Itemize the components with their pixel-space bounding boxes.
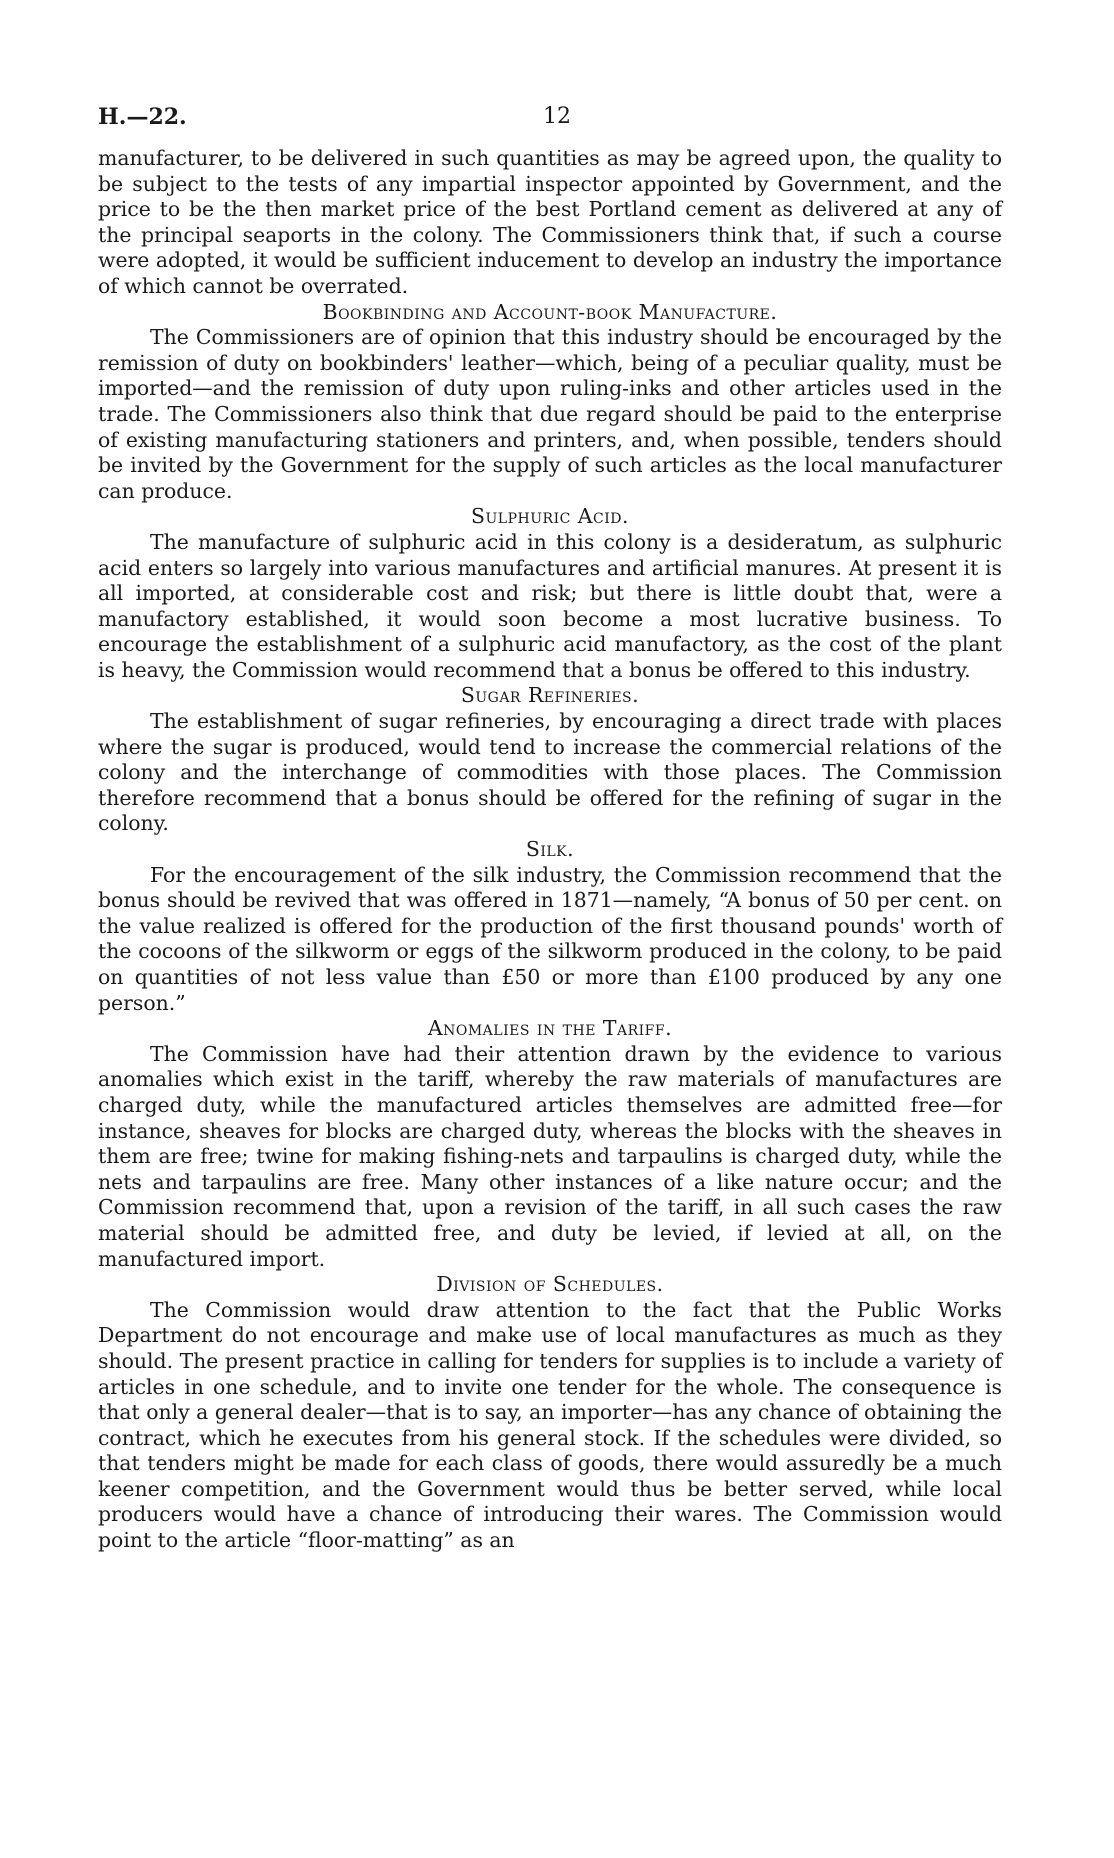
section-heading-tariff-anomalies: Anomalies in the Tariff. [427,1016,673,1041]
paragraph-division-of-schedules: The Commission would draw attention to the fact that the Public Works Department do not encourage and make use of local manufactures as much as they should. The present practice in calling for tenders for supplies is to include a variety of articles in one schedule, and to invite one tender for the whole. The consequence is that only a general dealer—that is to say, an importer—has any chance of obtaining the contract, which he executes from his general stock. If the schedules were divided, so that tenders might be made for each class of goods, there would assuredly be a much keener competition, and the Government would thus be better served, while local producers would have a chance of introducing their wares. The Commission would point to the article “floor-matting” as an [98,1297,1002,1553]
page-header [98,104,1016,134]
document-reference: H.—22. [98,104,187,130]
section-heading-sugar-refineries: Sugar Refineries. [460,683,640,708]
section-heading-sulphuric-acid: Sulphuric Acid. [471,504,629,529]
page-body [98,146,1002,1554]
paragraph-tariff-anomalies: The Commission have had their attention drawn by the evidence to various anomalies which exist in the tariff, whereby the raw materials of manufactures are charged duty, while the manufactured articles themselves are admitted free—for instance, sheaves for blocks are charged duty, whereas the blocks with the sheaves in them are free; twine for making fishing-nets and tarpaulins is charged duty, while the nets and tarpaulins are free. Many other instances of a like nature occur; and the Commission recommend that, upon a revision of the tariff, in all such cases the raw material should be admitted free, and duty be levied, if levied at all, on the manufactured import. [98,1041,1002,1271]
section-heading-silk: Silk. [525,837,575,862]
paragraph-bookbinding: The Commissioners are of opinion that this industry should be encouraged by the remission of duty on bookbinders' leather—which, being of a peculiar quality, must be imported—and the remission of duty upon ruling-inks and other articles used in the trade. The Commissioners also think that due regard should be paid to the enterprise of existing manufacturing stationers and printers, and, when possible, tenders should be invited by the Government for the supply of such articles as the local manufacturer can produce. [98,325,1002,503]
section-heading-bookbinding: Bookbinding and Account-book Manufacture. [322,299,778,324]
paragraph-sulphuric-acid: The manufacture of sulphuric acid in this colony is a desideratum, as sulphuric acid enters so largely into various manufactures and artificial manures. At present it is all imported, at considerable cost and risk; but there is little doubt that, were a manufactory established, it would soon become a most lucrative business. To encourage the establishment of a sulphuric acid manufactory, as the cost of the plant is heavy, the Commission would recommend that a bonus be offered to this industry. [98,529,1002,682]
paragraph-sugar-refineries: The establishment of sugar refineries, by encouraging a direct trade with places where the sugar is produced, would tend to increase the commercial relations of the colony and the interchange of commodities with those places. The Commission therefore recommend that a bonus should be offered for the refining of sugar in the colony. [98,709,1002,836]
page-number: 12 [543,104,571,129]
continued-paragraph: manufacturer, to be delivered in such quantities as may be agreed upon, the quality to be subject to the tests of any impartial inspector appointed by Government, and the price to be the then market price of the best Portland cement as delivered at any of the principal seaports in the colony. The Commissioners think that, if such a course were adopted, it would be sufficient inducement to develop an industry the importance of which cannot be overrated. [98,146,1002,298]
paragraph-silk: For the encouragement of the silk industry, the Commission recommend that the bonus should be revived that was offered in 1871—namely, “A bonus of 50 per cent. on the value realized is offered for the production of the first thousand pounds' worth of the cocoons of the silkworm or eggs of the silkworm produced in the colony, to be paid on quantities of not less value than £50 or more than £100 produced by any one person.” [98,862,1002,1015]
section-heading-division-of-schedules: Division of Schedules. [436,1272,664,1297]
